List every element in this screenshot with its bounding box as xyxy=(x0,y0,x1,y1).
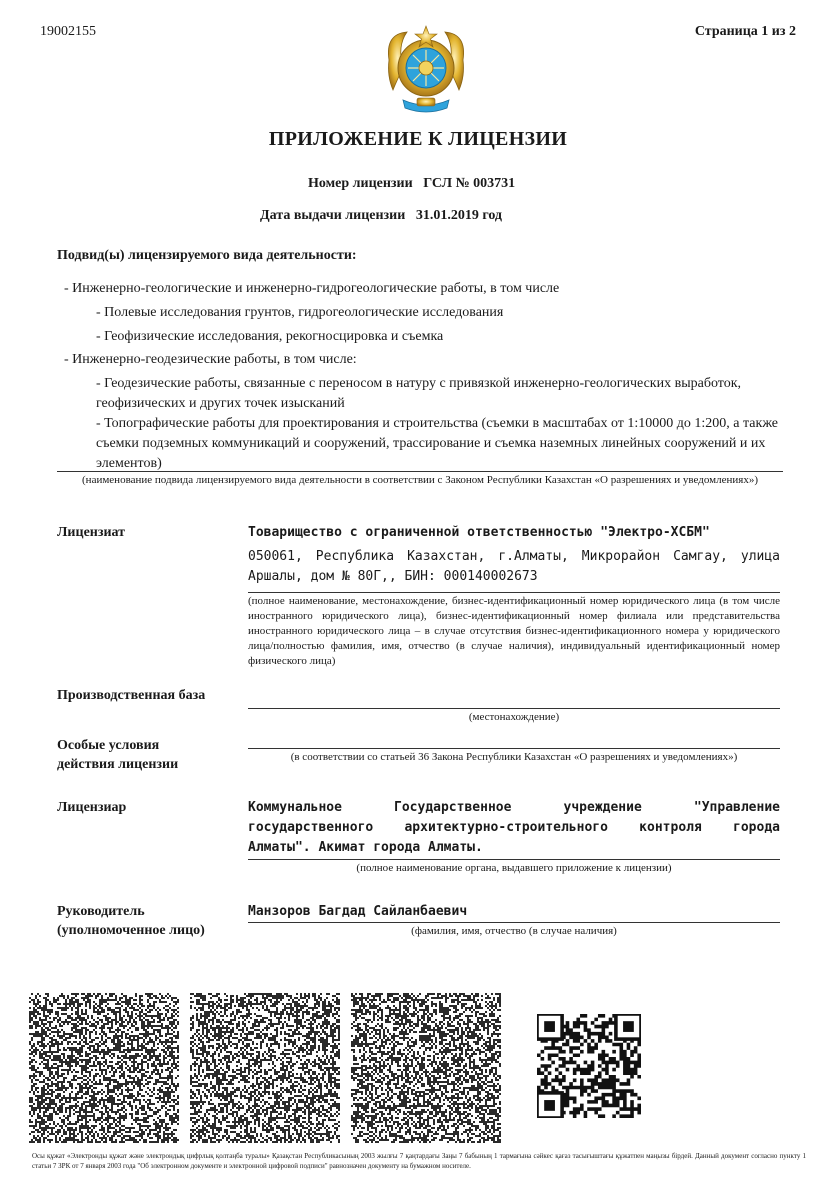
divider xyxy=(57,471,783,472)
divider xyxy=(248,708,780,709)
production-base-label: Производственная база xyxy=(57,688,206,703)
subtypes-note: (наименование подвида лицензируемого вида деятельности в соответствии с Законом Республики Казахстан «О разрешениях и уведомлениях») xyxy=(82,474,758,486)
license-date-value: 31.01.2019 год xyxy=(415,208,503,223)
divider xyxy=(248,748,780,749)
special-conditions-label-1: Особые условия xyxy=(57,738,160,753)
license-date xyxy=(260,208,502,224)
special-conditions-label-2: действия лицензии xyxy=(57,757,179,772)
qr-finder-center xyxy=(544,1100,555,1111)
licensee-note: (полное наименование, местонахождение, бизнес-идентификационный номер юридического лица (в том числе иностранного юридического лица), бизнес-идентификационный номер филиала или представительства иностранного юридического лица – в случае отсутствия бизнес-идентификационного номера у юридического лица/полностью фамилия, имя, отчество (в случае наличия), индивидуальный идентификационный номер физического лица) xyxy=(248,595,780,667)
qr-pattern xyxy=(190,993,340,1143)
divider xyxy=(248,922,780,923)
subtype-item: - Геофизические исследования, рекогносцировка и съемка xyxy=(96,329,444,344)
head-name: Манзоров Багдад Сайланбаевич xyxy=(248,904,468,919)
licensor-label: Лицензиар xyxy=(57,800,127,815)
divider xyxy=(248,859,780,860)
qr-code-icon xyxy=(29,993,179,1143)
divider xyxy=(248,592,780,593)
qr-finder-center xyxy=(623,1021,634,1032)
license-number-value: ГСЛ № 003731 xyxy=(423,176,516,191)
subtype-item: - Геодезические работы, связанные с переносом в натуру с привязкой инженерно-геологических выработок, геофизических и других точек изысканий xyxy=(96,376,741,411)
subtype-item: - Полевые исследования грунтов, гидрогеологические исследования xyxy=(96,305,504,320)
licensor-note: (полное наименование органа, выдавшего приложение к лицензии) xyxy=(356,862,672,874)
special-conditions-note: (в соответствии со статьей 36 Закона Республики Казахстан «О разрешениях и уведомлениях») xyxy=(290,751,738,763)
qr-code-icon xyxy=(190,993,340,1143)
qr-code-icon xyxy=(537,1014,641,1118)
licensee-address: 050061, Республика Казахстан, г.Алматы, Микрорайон Самгау, улица Аршалы, дом № 80Г,, БИН: 000140002673 xyxy=(248,549,780,584)
head-label-1: Руководитель xyxy=(57,904,145,919)
subtypes-heading: Подвид(ы) лицензируемого вида деятельности: xyxy=(57,248,357,263)
state-emblem-icon xyxy=(383,24,469,116)
subtype-item: - Инженерно-геологические и инженерно-гидрогеологические работы, в том числе xyxy=(64,281,560,296)
head-label-2: (уполномоченное лицо) xyxy=(57,923,205,938)
document-title: ПРИЛОЖЕНИЕ К ЛИЦЕНЗИИ xyxy=(268,128,568,150)
license-date-label: Дата выдачи лицензии xyxy=(260,208,406,223)
license-number xyxy=(308,176,515,192)
subtype-item: - Инженерно-геодезические работы, в том числе: xyxy=(64,352,357,367)
qr-pattern xyxy=(29,993,179,1143)
subtype-item: - Топографические работы для проектирования и строительства (съемки в масштабах от 1:10000 до 1:200, а также съемки подземных коммуникаций и сооружений, трассирование и съемка наземных линейных сооружений и их элементов) xyxy=(96,416,779,471)
production-base-note: (местонахождение) xyxy=(468,711,560,723)
qr-finder-center xyxy=(544,1021,555,1032)
document-id: 19002155 xyxy=(40,24,96,39)
license-number-label: Номер лицензии xyxy=(308,176,413,191)
licensee-name: Товарищество с ограниченной ответственностью "Электро-ХСБМ" xyxy=(248,525,710,540)
licensee-label: Лицензиат xyxy=(57,525,126,540)
head-note: (фамилия, имя, отчество (в случае наличия) xyxy=(411,925,617,937)
legal-footer: Осы құжат «Электронды құжат және электрондық цифрлық қолтаңба туралы» Қазақстан Республикасының 2003 жылғы 7 қаңтардағы Заңы 7 бабының 1 тармағына сәйкес қағаз тасығыштағы құжатпен маңызы бірдей. Данный документ согласно пункту 1 статьи 7 ЗРК от 7 января 2003 года "Об электронном документе и электронной цифровой подписи" равнозначен документу на бумажном носителе. xyxy=(32,1152,806,1170)
licensor-name: Коммунальное Государственное учреждение "Управление государственного архитектурно-строительного контроля города Алматы". Акимат города Алматы. xyxy=(248,800,780,855)
page-counter: Страница 1 из 2 xyxy=(694,24,796,39)
qr-pattern xyxy=(351,993,501,1143)
qr-code-icon xyxy=(351,993,501,1143)
